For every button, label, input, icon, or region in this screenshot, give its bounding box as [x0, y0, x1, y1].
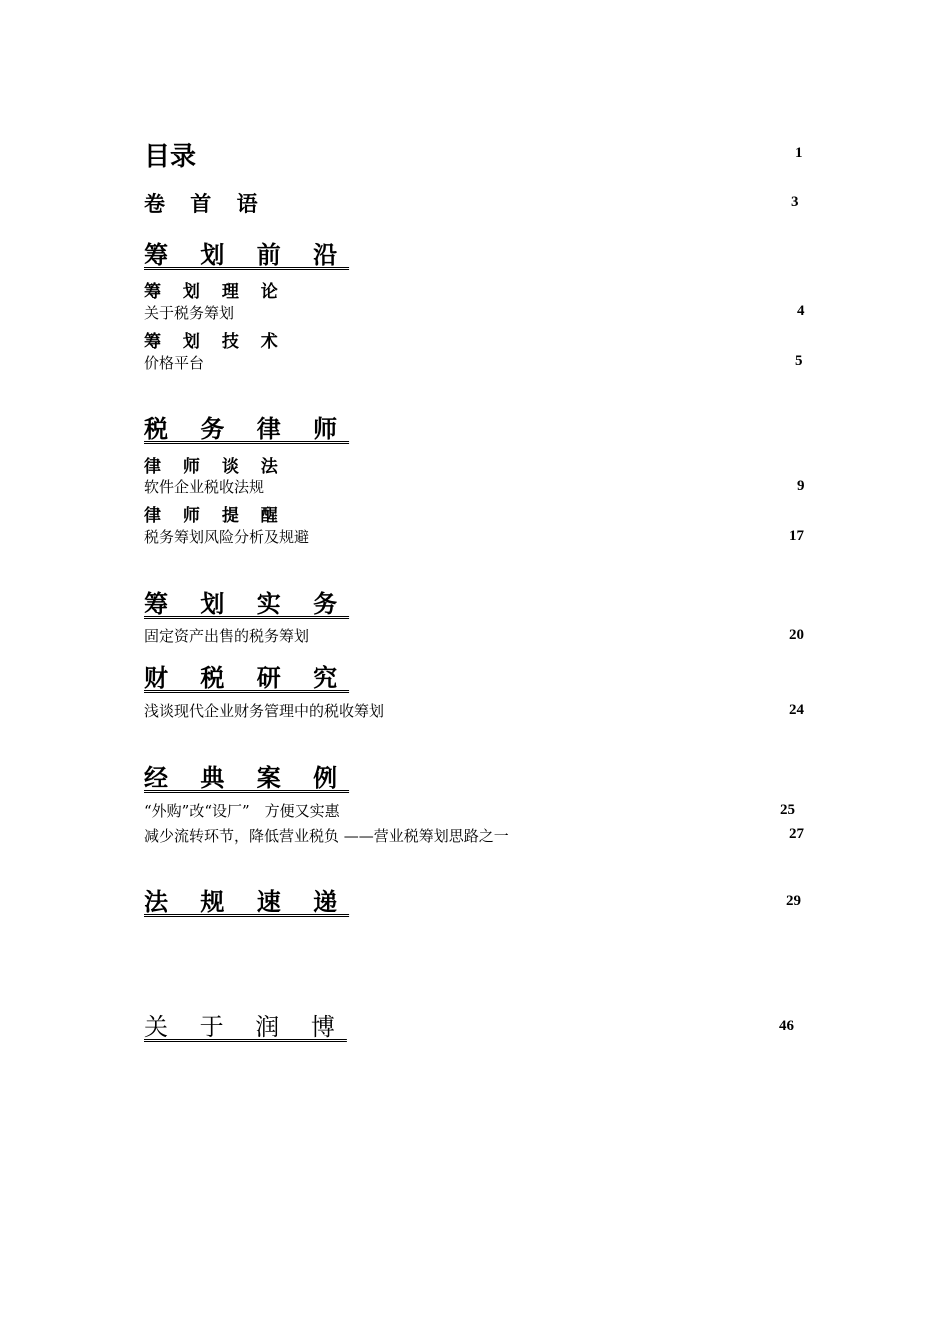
toc-heading-page: 1: [795, 145, 803, 161]
toc-entry-page: 17: [789, 528, 804, 544]
toc-entry-title: 价格平台: [144, 354, 205, 372]
toc-entry-title: 软件企业税收法规: [144, 478, 265, 496]
toc-entry-page: 5: [795, 353, 803, 369]
toc-entry-page: 9: [797, 478, 805, 494]
toc-entry-page: 27: [789, 826, 804, 842]
section-title-planning-practice: 筹 划 实 务: [144, 590, 350, 618]
subsection-title-planning-theory: 筹 划 理 论: [144, 282, 286, 302]
toc-entry-page: 24: [789, 702, 804, 718]
section-title-about-runbo: 关 于 润 博: [144, 1013, 347, 1041]
section-title-regulation-express: 法 规 速 递: [144, 888, 350, 916]
toc-entry-title: 减少流转环节，降低营业税负 ——营业税筹划思路之一: [144, 827, 509, 845]
toc-entry-page: 20: [789, 627, 804, 643]
subsection-title-lawyer-reminder: 律 师 提 醒: [144, 506, 286, 526]
toc-entry-title: 关于税务筹划: [144, 304, 235, 322]
toc-entry-title: 浅谈现代企业财务管理中的税收筹划: [144, 702, 385, 720]
toc-entry-title: 固定资产出售的税务筹划: [144, 627, 310, 645]
toc-entry-title: 税务筹划风险分析及规避: [144, 528, 310, 546]
preface-page: 3: [791, 194, 799, 210]
toc-entry-page: 4: [797, 303, 805, 319]
section-title-planning-frontier: 筹 划 前 沿: [144, 241, 350, 269]
section-title-tax-lawyer: 税 务 律 师: [144, 415, 350, 443]
toc-entry-page: 25: [780, 802, 795, 818]
toc-heading: 目录: [144, 142, 197, 172]
toc-entry-page: 29: [786, 893, 801, 909]
section-title-finance-tax-research: 财 税 研 究: [144, 664, 350, 692]
toc-entry-page: 46: [779, 1018, 794, 1034]
preface-title: 卷 首 语: [144, 192, 267, 216]
subsection-title-lawyer-talk: 律 师 谈 法: [144, 457, 286, 477]
toc-entry-title: “外购”改“设厂” 方便又实惠: [144, 802, 340, 820]
subsection-title-planning-technique: 筹 划 技 术: [144, 332, 286, 352]
section-title-classic-cases: 经 典 案 例: [144, 764, 350, 792]
